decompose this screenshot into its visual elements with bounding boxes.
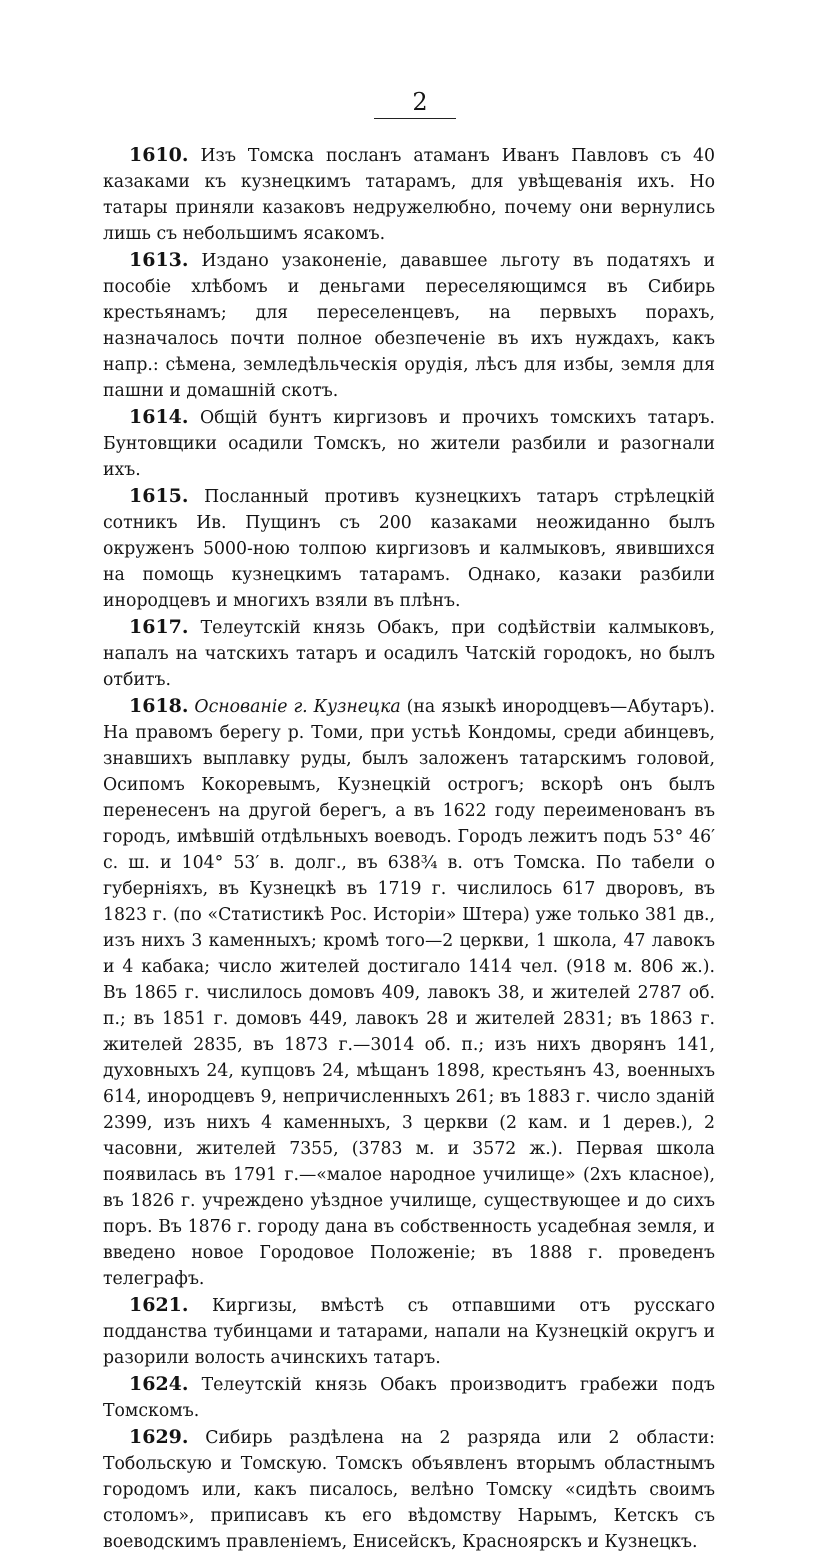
entry-year: 1610. [129,144,189,166]
entry-text: (на языкѣ инородцевъ—Абутаръ). На правомъ берегу р. Томи, при устьѣ Кондомы, среди абинцевъ, знавшихъ выплавку руды, былъ заложенъ татарскимъ головой, Осипомъ Кокоревымъ, Кузнецкій острогъ; вскорѣ онъ былъ перенесенъ на другой берегъ, а въ 1622 году переименованъ въ городъ, имѣвшій отдѣльныхъ воеводъ. Городъ лежитъ подъ 53° 46′ с. ш. и 104° 53′ в. долг., въ 638¾ в. отъ Томска. По табели о губерніяхъ, въ Кузнецкѣ въ 1719 г. числилось 617 дворовъ, въ 1823 г. (по «Статистикѣ Рос. Исторіи» Штера) уже только 381 дв., изъ нихъ 3 каменныхъ; кромѣ того—2 церкви, 1 школа, 47 лавокъ и 4 кабака; число жителей достигало 1414 чел. (918 м. 806 ж.). Въ 1865 г. числилось домовъ 409, лавокъ 38, и жителей 2787 об. п.; въ 1851 г. домовъ 449, лавокъ 28 и жителей 2831; въ 1863 г. жителей 2835, въ 1873 г.—3014 об. п.; изъ нихъ дворянъ 141, духовныхъ 24, купцовъ 24, мѣщанъ 1898, крестьянъ 43, военныхъ 614, инородцевъ 9, непричисленныхъ 261; въ 1883 г. число зданій 2399, изъ нихъ 4 каменныхъ, 3 церкви (2 кам. и 1 дерев.), 2 часовни, жителей 7355, (3783 м. и 3572 ж.). Первая школа появилась въ 1791 г.—«малое народное училище» (2хъ класное), въ 1826 г. учреждено уѣздное училище, существующее и до сихъ поръ. Въ 1876 г. городу дана въ собственность усадебная земля, и введено новое Городовое Положеніе; въ 1888 г. проведенъ телеграфъ. [103,697,715,1289]
entry-1618 [103,693,715,1292]
entry-1624 [103,1371,715,1424]
entry-text: Посланный противъ кузнецкихъ татаръ стрѣлецкій сотникъ Ив. Пущинъ съ 200 казаками неожиданно былъ окруженъ 5000-ною толпою киргизовъ и калмыковъ, явившихся на помощь кузнецкимъ татарамъ. Однако, казаки разбили инородцевъ и многихъ взяли въ плѣнъ. [103,487,716,611]
entry-1617 [103,614,715,693]
entry-1614 [103,404,715,483]
entry-text: Сибирь раздѣлена на 2 разряда или 2 области: Тобольскую и Томскую. Томскъ объявленъ вторымъ областнымъ городомъ или, какъ писалось, велѣно Томску «сидѣть своимъ столомъ», приписавъ къ его вѣдомству Нарымъ, Кетскъ съ воеводскимъ правленіемъ, Енисейскъ, Красноярскъ и Кузнецкъ. [103,1428,716,1552]
entry-year: 1617. [129,616,189,638]
entry-1610 [103,142,715,247]
entry-title: Основаніе г. Кузнецка [194,697,401,717]
header-rule [374,118,456,119]
entry-1615 [103,483,715,614]
page-number: 2 [412,88,428,116]
entry-year: 1621. [129,1294,189,1316]
entry-text: Общій бунтъ киргизовъ и прочихъ томскихъ татаръ. Бунтовщики осадили Томскъ, но жители разбили и разогнали ихъ. [103,408,715,480]
entry-year: 1615. [129,485,189,507]
entry-1621 [103,1292,715,1371]
entry-year: 1629. [129,1426,189,1448]
entry-text: Киргизы, вмѣстѣ съ отпавшими отъ русскаго подданства тубинцами и татарами, напали на Кузнецкій округъ и разорили волость ачинскихъ татаръ. [103,1296,716,1368]
entry-text: Издано узаконеніе, дававшее льготу въ податяхъ и пособіе хлѣбомъ и деньгами переселяющимся въ Сибирь крестьянамъ; для переселенцевъ, на первыхъ порахъ, назначалось почти полное обезпеченіе въ ихъ нуждахъ, какъ напр.: сѣмена, земледѣльческія орудія, лѣсъ для избы, земля для пашни и домашній скотъ. [103,251,715,401]
entry-year: 1613. [129,249,189,271]
entry-1629 [103,1424,715,1555]
chronicle-text [103,142,715,1555]
entry-text: Изъ Томска посланъ атаманъ Иванъ Павловъ съ 40 казаками къ кузнецкимъ татарамъ, для увѣщеванія ихъ. Но татары приняли казаковъ недружелюбно, почему они вернулись лишь съ небольшимъ ясакомъ. [103,146,716,244]
entry-year: 1624. [129,1373,189,1395]
entry-text: Телеутскій князь Обакъ, при содѣйствіи калмыковъ, напалъ на чатскихъ татаръ и осадилъ Чатскій городокъ, но былъ отбитъ. [103,618,715,690]
entry-1613 [103,247,715,404]
entry-text: Телеутскій князь Обакъ производитъ грабежи подъ Томскомъ. [103,1375,716,1421]
entry-year: 1618. [129,695,189,717]
entry-year: 1614. [129,406,189,428]
